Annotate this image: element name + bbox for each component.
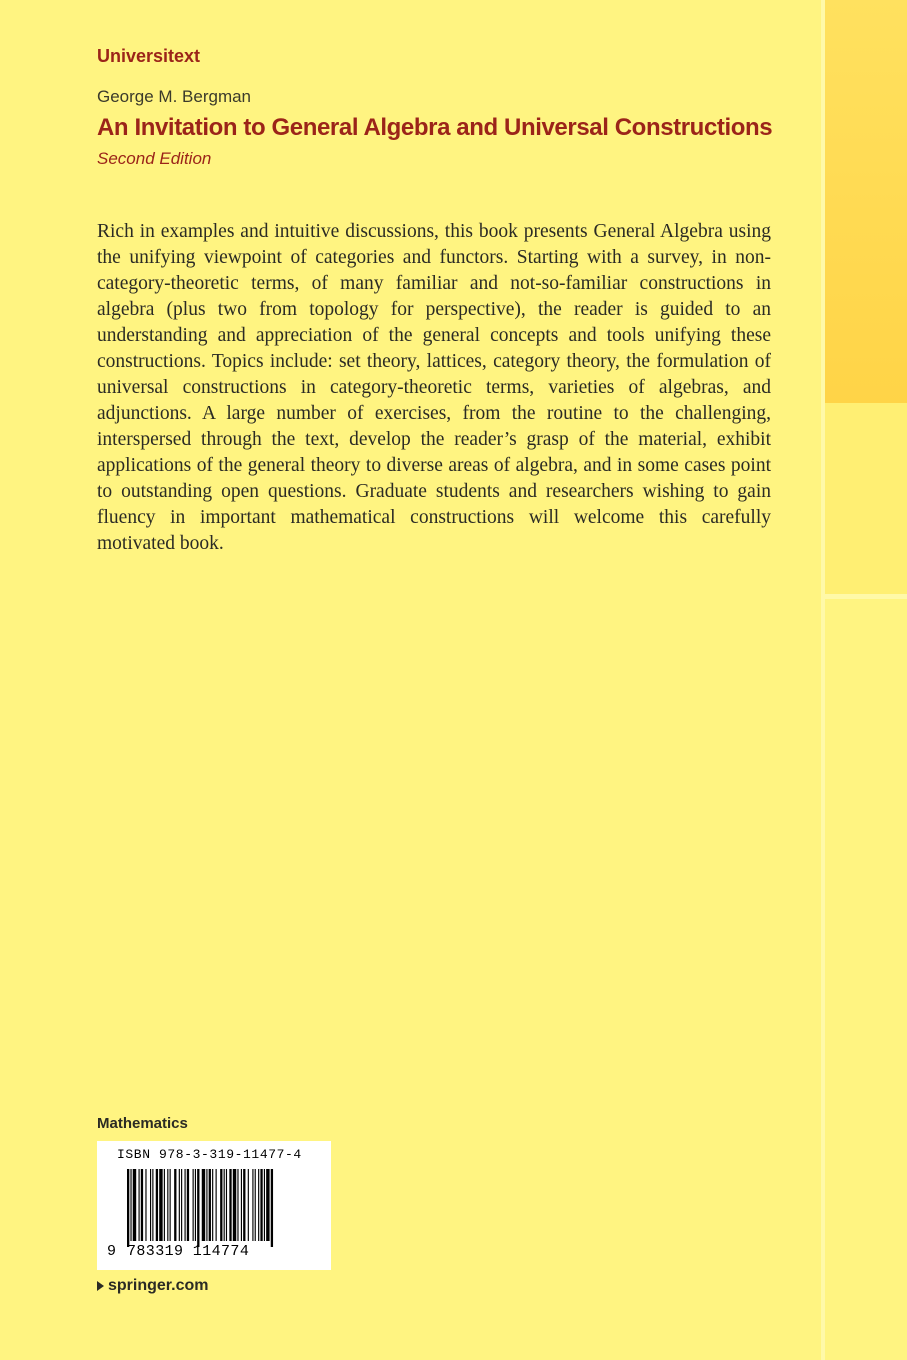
- barcode-bar: [181, 1169, 182, 1241]
- barcode-bar: [271, 1169, 273, 1247]
- arrow-right-icon: [97, 1281, 104, 1291]
- barcode-bar: [193, 1169, 194, 1241]
- isbn-label: ISBN 978-3-319-11477-4: [117, 1147, 302, 1162]
- barcode-bar: [206, 1169, 207, 1241]
- barcode-bar: [139, 1169, 140, 1241]
- yellow-accent-block: [825, 403, 907, 594]
- edition-label: Second Edition: [97, 149, 212, 168]
- barcode-bar: [152, 1169, 153, 1241]
- barcode-bar: [266, 1169, 269, 1241]
- barcode-bar: [133, 1169, 136, 1241]
- barcode-bar: [170, 1169, 171, 1241]
- barcode-bar: [212, 1169, 213, 1241]
- barcode-bar: [185, 1169, 186, 1241]
- barcode-bar: [220, 1169, 222, 1241]
- pale-accent-block: [825, 599, 907, 1360]
- barcode-bar: [145, 1169, 146, 1241]
- barcode-bar: [237, 1169, 238, 1241]
- barcode-bar: [164, 1169, 165, 1241]
- barcode-bar: [167, 1169, 168, 1241]
- barcode-bar: [179, 1169, 180, 1241]
- barcode-bar: [264, 1169, 265, 1241]
- ean-first-digit: 9: [107, 1243, 117, 1260]
- barcode-bar: [226, 1169, 227, 1241]
- author-name: George M. Bergman: [97, 87, 252, 106]
- ean-digits: 783319 114774: [127, 1243, 250, 1260]
- barcode-bar: [130, 1169, 131, 1241]
- barcode-bar: [241, 1169, 242, 1241]
- barcode-bar: [252, 1169, 253, 1241]
- barcode-bar: [224, 1169, 225, 1241]
- publisher-link[interactable]: [97, 1277, 208, 1295]
- publisher-url: springer.com: [108, 1277, 209, 1294]
- vertical-divider: [821, 0, 825, 1360]
- barcode-bar: [229, 1169, 231, 1241]
- barcode-bar: [243, 1169, 245, 1241]
- orange-accent-block: [825, 0, 907, 403]
- book-description: Rich in examples and intuitive discussions, this book presents General Algebra using the unifying viewpoint of categories and functors. Starting with a survey, in non-category-theoretic terms, of many familiar and not-so-familiar constructions in algebra (plus two from topology for perspective), the reader is guided to an understanding and appreciation of the general concepts and tools unifying these constructions. Topics include: set theory, lattices, category theory, the formulation of universal constructions in category-theoretic terms, varieties of algebras, and adjunctions. A large number of exercises, from the routine to the challenging, interspersed through the text, develop the reader’s grasp of the material, exhibit applications of the general theory to diverse areas of algebra, and in some cases point to outstanding open questions. Graduate students and researchers wishing to gain fluency in important mathematical constructions will welcome this carefully motivated book.: [97, 221, 771, 554]
- barcode-bar: [255, 1169, 256, 1241]
- barcode-bar: [150, 1169, 151, 1241]
- barcode-bar: [202, 1169, 205, 1241]
- barcode-bar: [233, 1169, 236, 1241]
- barcode-bar: [174, 1169, 176, 1241]
- horizontal-divider: [821, 594, 907, 599]
- subject-category: Mathematics: [97, 1115, 188, 1132]
- barcode-bar: [159, 1169, 162, 1241]
- barcode-bar: [156, 1169, 158, 1241]
- barcode: [97, 1141, 331, 1270]
- barcode-bar: [248, 1169, 249, 1241]
- series-name: Universitext: [97, 46, 201, 66]
- barcode-bar: [258, 1169, 259, 1241]
- barcode-bar: [127, 1169, 129, 1247]
- barcode-bar: [216, 1169, 217, 1241]
- barcode-bar: [141, 1169, 143, 1241]
- barcode-bar: [197, 1169, 199, 1247]
- barcode-bar: [187, 1169, 189, 1241]
- book-title: An Invitation to General Algebra and Universal Constructions: [97, 114, 773, 141]
- barcode-bar: [195, 1169, 196, 1241]
- barcode-bar: [260, 1169, 262, 1241]
- barcode-bar: [209, 1169, 211, 1241]
